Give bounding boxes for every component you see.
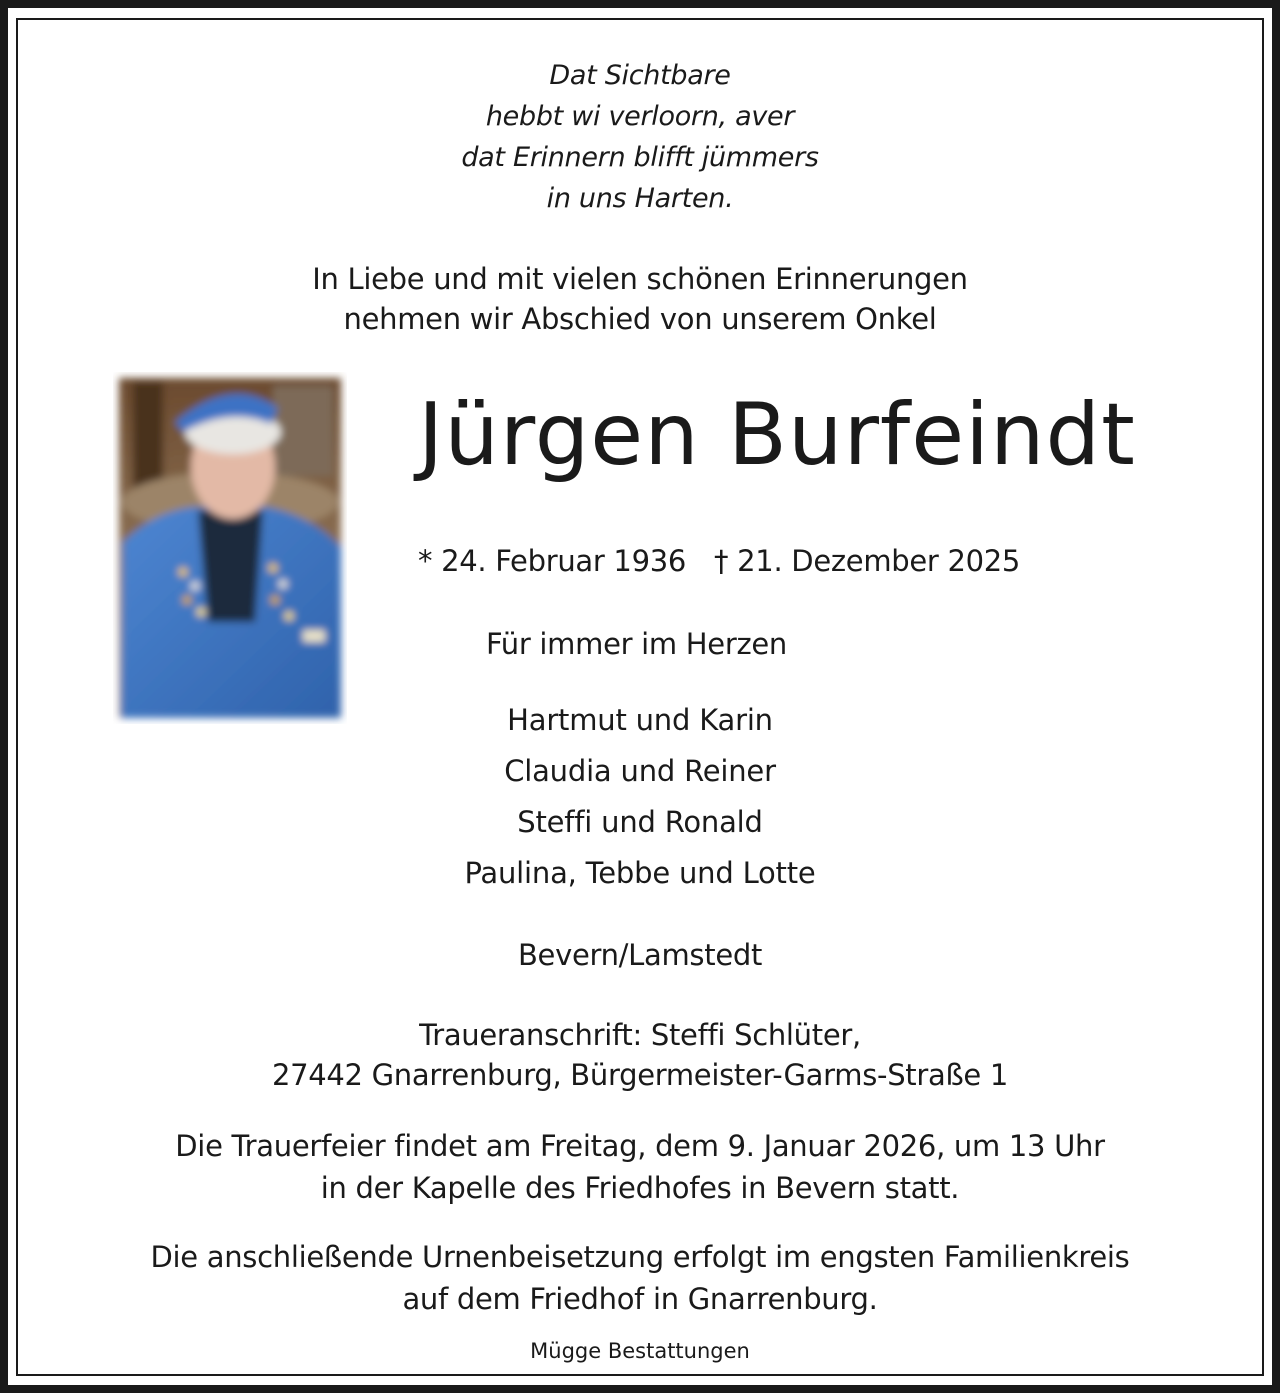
life-dates xyxy=(418,544,1020,578)
mourners-place: Bevern/Lamstedt xyxy=(517,938,763,972)
deceased-name: Jürgen Burfeindt xyxy=(418,385,1136,485)
mourner-2: Claudia und Reiner xyxy=(504,754,776,788)
address-line-1: Traueranschrift: Steffi Schlüter, xyxy=(419,1018,861,1052)
motto: Für immer im Herzen xyxy=(486,627,787,661)
mourner-1: Hartmut und Karin xyxy=(507,703,773,737)
poem-line-2: hebbt wi verloorn, aver xyxy=(485,101,795,132)
undertaker-name: Mügge Bestattungen xyxy=(530,1339,750,1363)
mourner-4: Paulina, Tebbe und Lotte xyxy=(464,856,816,890)
poem-line-4: in uns Harten. xyxy=(546,183,734,214)
burial-line-2: auf dem Friedhof in Gnarrenburg. xyxy=(402,1282,878,1316)
poem-line-1: Dat Sichtbare xyxy=(549,60,731,91)
portrait-photo xyxy=(113,372,347,724)
mourner-3: Steffi und Ronald xyxy=(517,805,763,839)
poem-line-3: dat Erinnern blifft jümmers xyxy=(461,142,819,173)
birth-date: * 24. Februar 1936 xyxy=(418,544,687,578)
death-date: † 21. Dezember 2025 xyxy=(714,544,1021,578)
intro-line-2: nehmen wir Abschied von unserem Onkel xyxy=(343,302,937,336)
ceremony-line-2: in der Kapelle des Friedhofes in Bevern statt. xyxy=(320,1171,960,1205)
intro-line-1: In Liebe und mit vielen schönen Erinnerungen xyxy=(312,262,968,296)
ceremony-line-1: Die Trauerfeier findet am Freitag, dem 9. Januar 2026, um 13 Uhr xyxy=(175,1129,1105,1163)
burial-line-1: Die anschließende Urnenbeisetzung erfolgt im engsten Familienkreis xyxy=(150,1240,1130,1274)
address-line-2: 27442 Gnarrenburg, Bürgermeister-Garms-Straße 1 xyxy=(271,1058,1009,1092)
